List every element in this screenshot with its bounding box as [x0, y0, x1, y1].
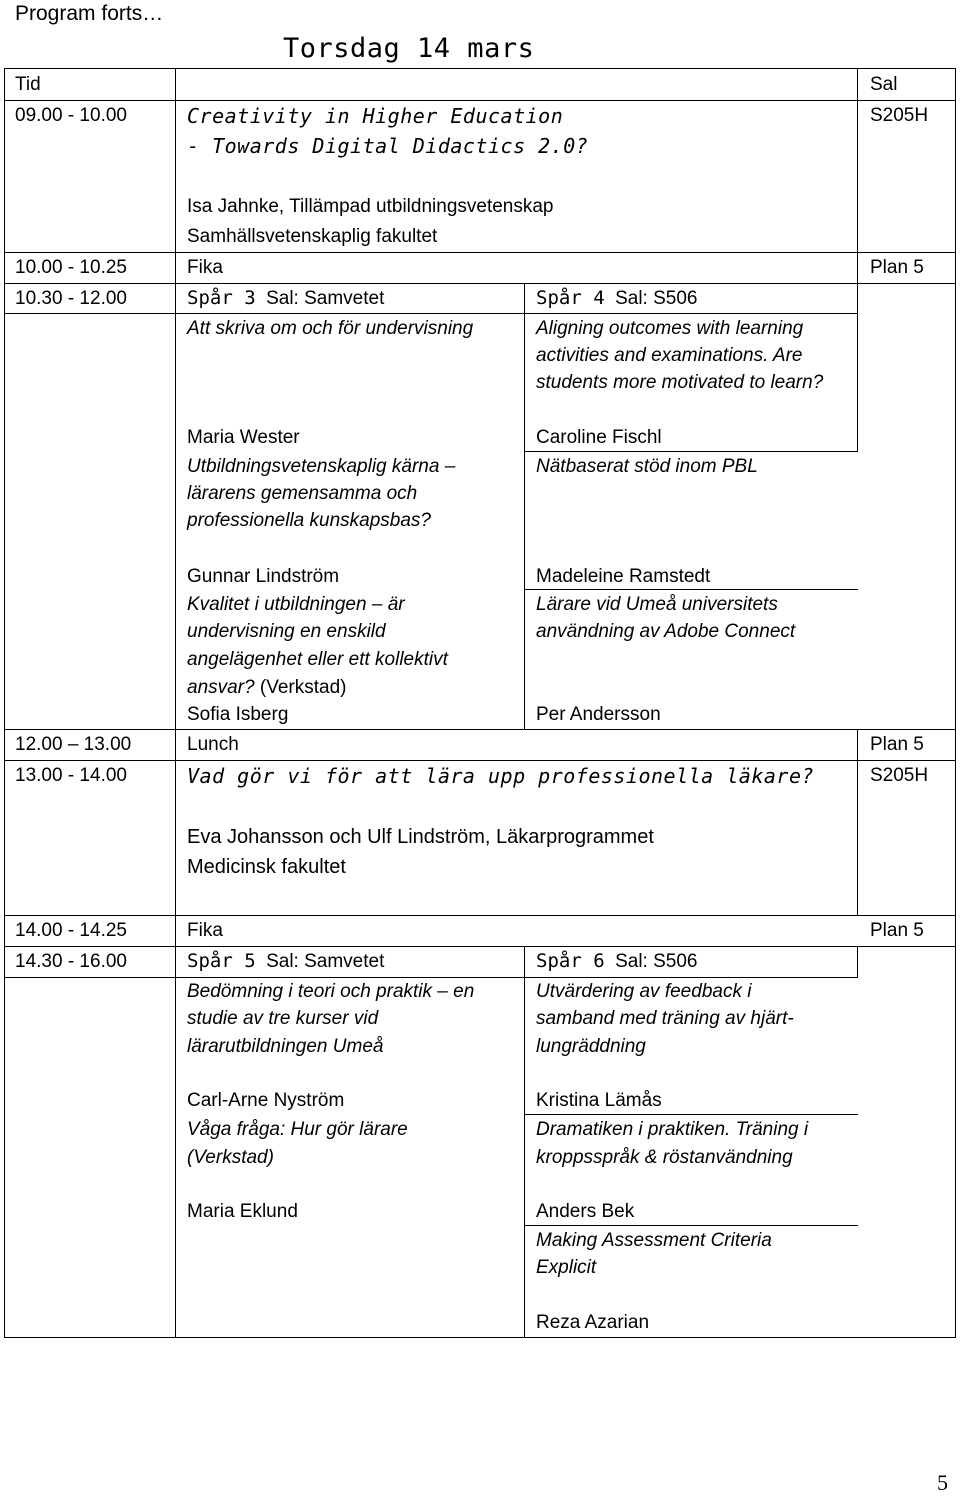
track-room: Sal: Samvetet [266, 288, 385, 309]
track-label: Spår 4 [536, 287, 605, 309]
session-title: studie av tre kurser vid [187, 1008, 379, 1029]
session-title [187, 677, 346, 699]
row-room: Plan 5 [870, 920, 924, 941]
session-title: Aligning outcomes with learning [536, 318, 804, 339]
session-title: Utbildningsvetenskaplig kärna – [187, 456, 456, 477]
speaker: Reza Azarian [536, 1312, 650, 1333]
session-title: lärarens gemensamma och [187, 483, 418, 504]
row-time: 09.00 - 10.00 [15, 105, 127, 126]
session-title: Fika [187, 257, 223, 278]
session-title: Explicit [536, 1257, 597, 1278]
row-time: 14.30 - 16.00 [15, 951, 127, 972]
speaker: Anders Bek [536, 1201, 635, 1222]
session-title: lärarutbildningen Umeå [187, 1036, 384, 1057]
session-title: Att skriva om och för undervisning [187, 318, 474, 339]
speaker-affiliation: Samhällsvetenskaplig fakultet [187, 226, 438, 247]
continued-label: Program forts… [15, 2, 164, 25]
session-title: Kvalitet i utbildningen – är [187, 594, 405, 615]
speaker: Carl-Arne Nyström [187, 1090, 345, 1111]
track-room: Sal: S506 [615, 951, 698, 972]
session-title: Utvärdering av feedback i [536, 981, 752, 1002]
speaker: Maria Wester [187, 427, 300, 448]
speaker: Gunnar Lindström [187, 566, 340, 587]
column-header-room: Sal [870, 74, 898, 95]
session-title: Creativity in Higher Education [187, 104, 564, 128]
row-room: Plan 5 [870, 734, 924, 755]
row-room: Plan 5 [870, 257, 924, 278]
track-room: Sal: S506 [615, 288, 698, 309]
session-format: (Verkstad) [254, 677, 347, 698]
speaker-affiliation: Medicinsk fakultet [187, 856, 346, 878]
track-label: Spår 6 [536, 950, 605, 972]
session-title: activities and examinations. Are [536, 345, 803, 366]
speaker: Eva Johansson och Ulf Lindström, Läkarprogrammet [187, 826, 654, 848]
speaker: Maria Eklund [187, 1201, 298, 1222]
row-room: S205H [870, 105, 929, 126]
row-time: 10.00 - 10.25 [15, 257, 127, 278]
row-time: 10.30 - 12.00 [15, 288, 127, 309]
page-title: Torsdag 14 mars [283, 33, 535, 64]
page-number: 5 [937, 1470, 948, 1495]
session-title: Vad gör vi för att lära upp professionella läkare? [187, 764, 815, 788]
speaker: Kristina Lämås [536, 1090, 662, 1111]
track-label: Spår 3 [187, 287, 256, 309]
session-title: Våga fråga: Hur gör lärare [187, 1119, 408, 1140]
session-title: Making Assessment Criteria [536, 1230, 772, 1251]
session-title: kroppsspråk & röstanvändning [536, 1147, 793, 1168]
session-title: Lärare vid Umeå universitets [536, 594, 778, 615]
row-time: 14.00 - 14.25 [15, 920, 127, 941]
track-label: Spår 5 [187, 950, 256, 972]
session-title: användning av Adobe Connect [536, 621, 796, 642]
row-room: S205H [870, 765, 929, 786]
session-title-text: ansvar? [187, 677, 255, 698]
session-title: - Towards Digital Didactics 2.0? [187, 134, 589, 158]
speaker: Caroline Fischl [536, 427, 662, 448]
speaker: Madeleine Ramstedt [536, 566, 711, 587]
track-header [187, 950, 384, 973]
session-title: (Verkstad) [187, 1147, 274, 1168]
session-title: students more motivated to learn? [536, 372, 824, 393]
session-title: professionella kunskapsbas? [187, 510, 431, 531]
speaker: Isa Jahnke, Tillämpad utbildningsvetenskap [187, 196, 554, 217]
session-title: lungräddning [536, 1036, 646, 1057]
session-title: undervisning en enskild [187, 621, 386, 642]
session-title: Fika [187, 920, 223, 941]
speaker: Per Andersson [536, 704, 661, 725]
session-title: Nätbaserat stöd inom PBL [536, 456, 758, 477]
track-room: Sal: Samvetet [266, 951, 385, 972]
track-header [536, 950, 698, 973]
row-time: 12.00 – 13.00 [15, 734, 132, 755]
session-title: Lunch [187, 734, 239, 755]
row-time: 13.00 - 14.00 [15, 765, 127, 786]
session-title: Bedömning i teori och praktik – en [187, 981, 475, 1002]
session-title: angelägenhet eller ett kollektivt [187, 649, 448, 670]
track-header [536, 287, 698, 310]
session-title: samband med träning av hjärt- [536, 1008, 794, 1029]
speaker: Sofia Isberg [187, 704, 289, 725]
column-header-time: Tid [15, 74, 41, 95]
session-title: Dramatiken i praktiken. Träning i [536, 1119, 809, 1140]
track-header [187, 287, 384, 310]
